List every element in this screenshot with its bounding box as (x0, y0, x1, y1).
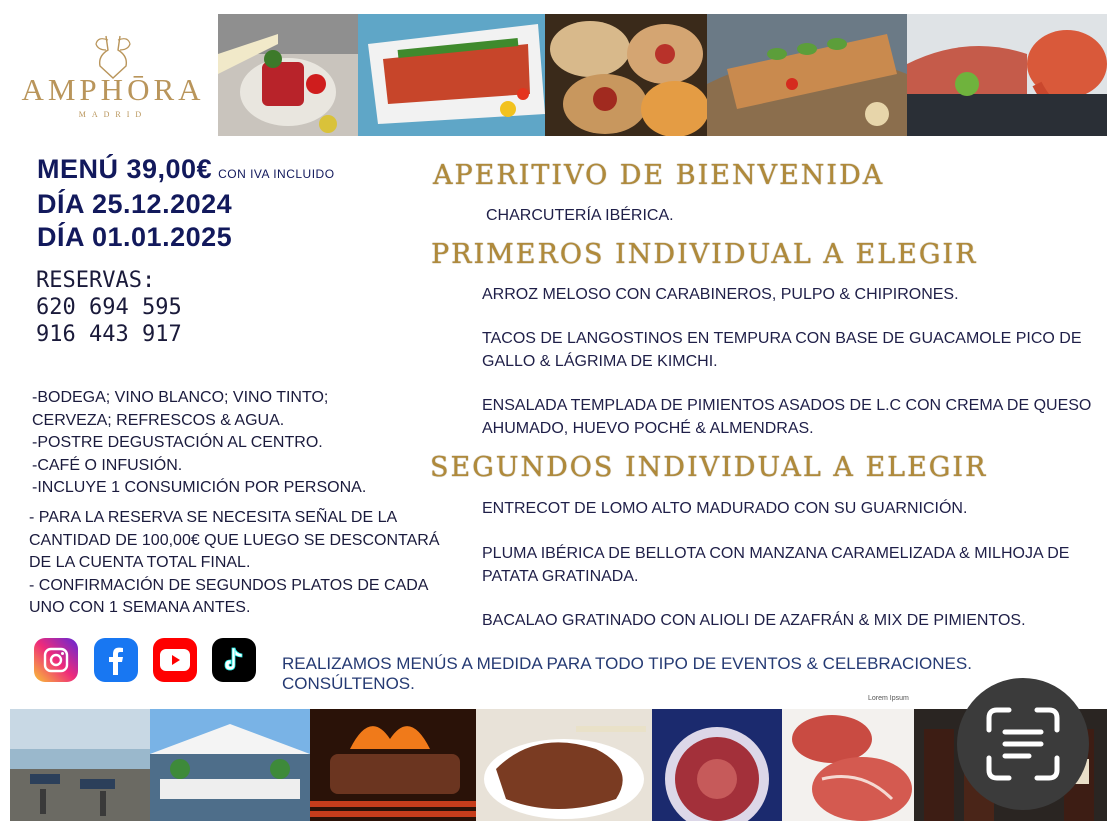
custom-menus-note: REALIZAMOS MENÚS A MEDIDA PARA TODO TIPO DE EVENTOS & CELEBRACIONES. CONSÚLTENOS. (282, 654, 972, 693)
photo-terrace (150, 709, 310, 821)
primeros-item: TACOS DE LANGOSTINOS EN TEMPURA CON BASE DE GUACAMOLE PICO DE GALLO & LÁGRIMA DE KIMCHI. (482, 330, 1082, 370)
condition-line: UNO CON 1 SEMANA ANTES. (29, 599, 251, 616)
included-item: -POSTRE DEGUSTACIÓN AL CENTRO. (32, 434, 323, 451)
reservation-phone-1[interactable]: 620 694 595 (36, 295, 182, 320)
menu-price (37, 154, 335, 185)
instagram-icon[interactable] (34, 638, 78, 682)
condition-line: - PARA LA RESERVA SE NECESITA SEÑAL DE LA (29, 509, 398, 526)
event-date-1: DÍA 25.12.2024 (37, 189, 233, 219)
primeros-item: ENSALADA TEMPLADA DE PIMIENTOS ASADOS DE L.C CON CREMA DE QUESO AHUMADO, HUEVO POCHÉ & ALMENDRAS. (482, 397, 1092, 437)
segundos-item: PLUMA IBÉRICA DE BELLOTA CON MANZANA CARAMELIZADA & MILHOJA DE PATATA GRATINADA. (482, 545, 1070, 585)
photo-seafood-octopus (907, 14, 1107, 136)
photo-iberian-ham (652, 709, 782, 821)
brand-name: AMPHŌRA (21, 72, 205, 107)
section-title-segundos: SEGUNDOS INDIVIDUAL A ELEGIR (430, 452, 988, 483)
event-date-2: DÍA 01.01.2025 (37, 222, 233, 252)
included-item: -INCLUYE 1 CONSUMICIÓN POR PERSONA. (32, 479, 367, 496)
segundos-item: ENTRECOT DE LOMO ALTO MADURADO CON SU GUARNICIÓN. (482, 500, 968, 517)
youtube-icon[interactable] (153, 638, 197, 682)
aperitivo-item: CHARCUTERÍA IBÉRICA. (486, 207, 674, 224)
included-list (32, 387, 366, 500)
condition-line: CANTIDAD DE 100,00€ QUE LUEGO SE DESCONTARÁ (29, 531, 440, 549)
facebook-icon[interactable] (94, 638, 138, 682)
text-scan-icon (983, 704, 1063, 784)
photo-restaurant-interior (10, 709, 150, 821)
section-title-primeros: PRIMEROS INDIVIDUAL A ELEGIR (431, 239, 978, 270)
section-title-aperitivo: APERITIVO DE BIENVENIDA (433, 160, 885, 191)
photo-grilled-dish (358, 14, 545, 136)
amphora-logo (18, 30, 208, 120)
reservations-label: RESERVAS: (36, 268, 156, 293)
iva-note: CON IVA INCLUIDO (218, 167, 335, 181)
photo-grill-fire (310, 709, 476, 821)
photo-raw-beef (782, 709, 914, 821)
photo-caption: Lorem Ipsum (868, 695, 909, 702)
photo-fish-vegetables (707, 14, 907, 136)
scan-text-button[interactable] (957, 678, 1089, 810)
reservation-phone-2[interactable]: 916 443 917 (36, 322, 182, 347)
condition-line: DE LA CUENTA TOTAL FINAL. (29, 554, 251, 571)
segundos-item: BACALAO GRATINADO CON ALIOLI DE AZAFRÁN & MIX DE PIMIENTOS. (482, 612, 1026, 629)
photo-scallops (545, 14, 707, 136)
included-item: -CAFÉ O INFUSIÓN. (32, 456, 183, 474)
included-item: CERVEZA; REFRESCOS & AGUA. (32, 411, 285, 429)
photo-steak-plate (476, 709, 652, 821)
price-label: MENÚ 39,00€ (37, 154, 213, 184)
primeros-item: ARROZ MELOSO CON CARABINEROS, PULPO & CHIPIRONES. (482, 286, 959, 303)
photo-tuna-tartare (218, 14, 358, 136)
tiktok-icon[interactable] (212, 638, 256, 682)
included-item: -BODEGA; VINO BLANCO; VINO TINTO; (32, 389, 329, 406)
brand-city: MADRID (78, 110, 148, 119)
condition-line: - CONFIRMACIÓN DE SEGUNDOS PLATOS DE CADA (29, 576, 429, 594)
conditions-list (29, 507, 449, 620)
